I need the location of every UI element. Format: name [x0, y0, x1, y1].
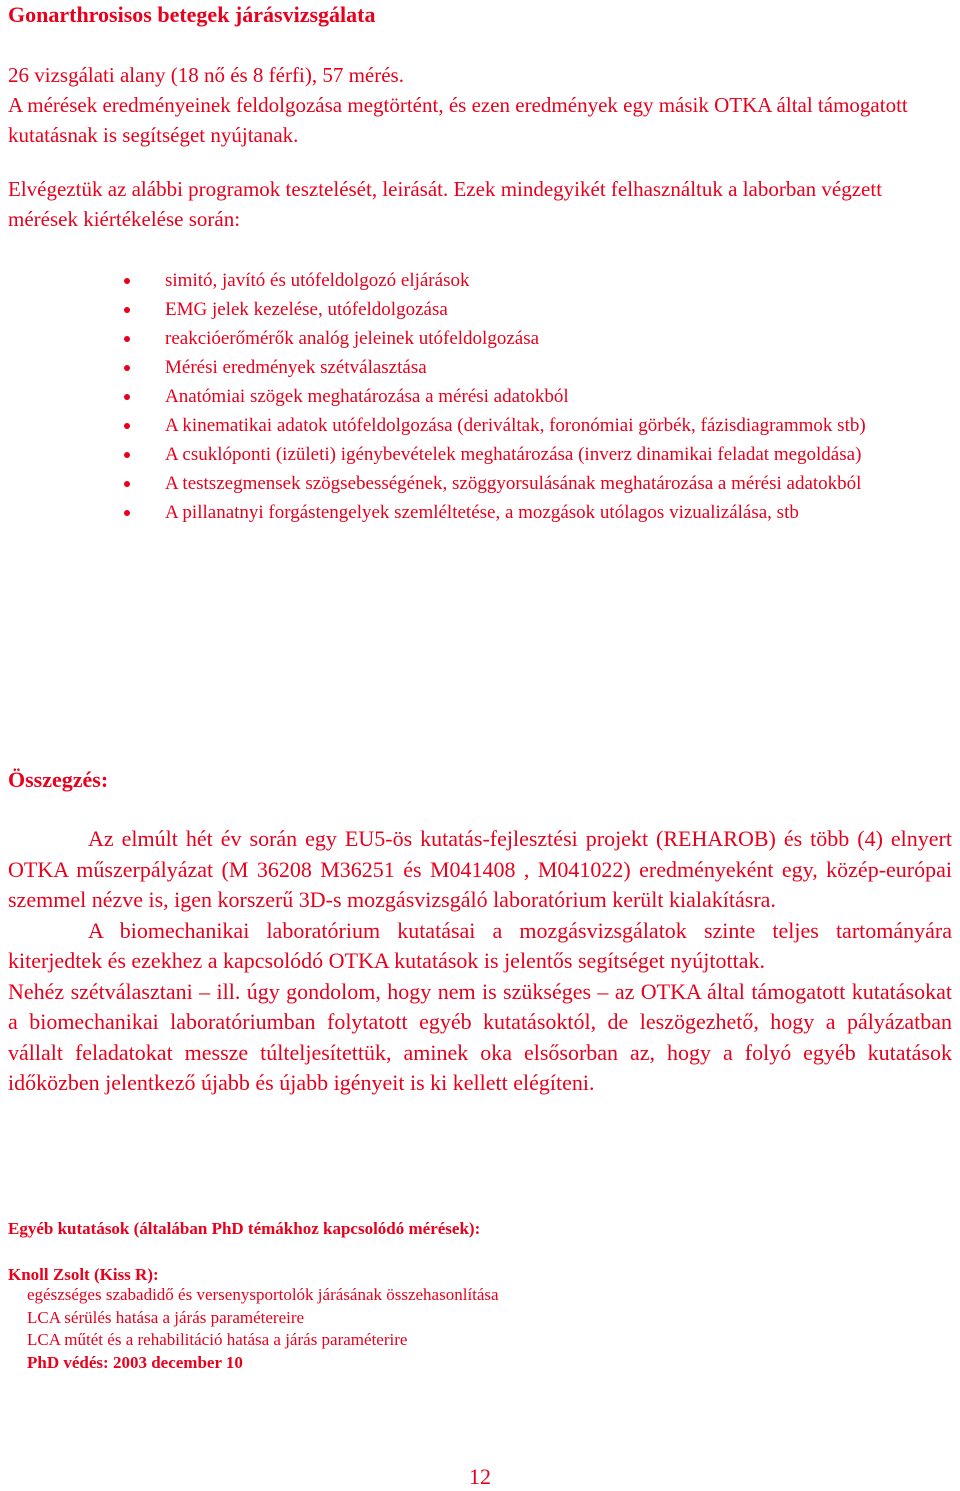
page-title: Gonarthrosisos betegek járásvizsgálata	[8, 2, 376, 27]
list-item	[0, 295, 960, 324]
programs-intro: Elvégeztük az alábbi programok tesztelését, leirását. Ezek mindegyikét felhasználtuk a laborban végzett mérések kiértékelése során:	[8, 177, 883, 231]
list-item	[0, 353, 960, 382]
list-item-text: simitó, javító és utófeldolgozó eljárások	[165, 270, 470, 291]
list-item-text: A pillanatnyi forgástengelyek szemléltetése, a mozgások utólagos vizualizálása, stb	[165, 502, 799, 523]
list-item	[0, 266, 960, 295]
list-item-text: A testszegmensek szögsebességének, szöggyorsulásának meghatározása a mérési adatokból	[165, 473, 862, 494]
bullet-icon	[124, 307, 130, 313]
bullet-icon	[124, 365, 130, 371]
list-item-text: Anatómiai szögek meghatározása a mérési adatokból	[165, 386, 569, 407]
other-research-heading: Egyéb kutatások (általában PhD témákhoz kapcsolódó mérések):	[8, 1219, 481, 1238]
bullet-icon	[124, 336, 130, 342]
list-item-text: A csuklóponti (izületi) igénybevételek meghatározása (inverz dinamikai feladat megoldása)	[165, 444, 862, 465]
programs-list	[0, 266, 960, 527]
list-item-text: EMG jelek kezelése, utófeldolgozása	[165, 299, 448, 320]
research-topics-list	[27, 1284, 499, 1352]
list-item	[0, 411, 960, 440]
list-item	[0, 469, 960, 498]
list-item	[0, 440, 960, 469]
summary-heading: Összegzés:	[8, 767, 109, 792]
list-item-text: reakcióerőmérők analóg jeleinek utófeldolgozása	[165, 328, 540, 349]
intro-section	[8, 60, 952, 234]
bullet-icon	[124, 278, 130, 284]
list-item	[0, 498, 960, 527]
summary-section	[8, 824, 952, 1099]
list-item-text: A kinematikai adatok utófeldolgozása (deriváltak, foronómiai görbék, fázisdiagrammok stb)	[165, 415, 866, 436]
paragraph-gap	[8, 150, 952, 174]
subjects-line: 26 vizsgálati alany (18 nő és 8 férfi), 57 mérés.	[8, 63, 404, 87]
researcher-name: Knoll Zsolt (Kiss R):	[8, 1265, 159, 1284]
list-item	[0, 382, 960, 411]
list-item: LCA sérülés hatása a járás paramétereire	[27, 1307, 305, 1327]
summary-paragraph-3: Nehéz szétválasztani – ill. úgy gondolom, hogy nem is szükséges – az OTKA által támogatott kutatásokat a biomechanikai laboratóriumban folytatott egyéb kutatásoktól, de leszögezhető, hogy a pályázatban vállalt feladatokat messze túlteljesítettük, aminek oka elsősorban az, hogy a folyó egyéb kutatások időközben jelentkező újabb és újabb igényeit is ki kellett elégíteni.	[8, 978, 952, 1095]
bullet-icon	[124, 452, 130, 458]
bullet-icon	[124, 394, 130, 400]
list-item: LCA műtét és a rehabilitáció hatása a járás paraméterire	[27, 1330, 408, 1349]
bullet-icon	[124, 423, 130, 429]
summary-paragraph-1: Az elmúlt hét év során egy EU5-ös kutatás-fejlesztési projekt (REHAROB) és több (4) elnyert OTKA műszerpályázat (M 36208 M36251 és M041408 , M041022) eredményeként egy, közép-európai szemmel nézve is, igen korszerű 3D-s mozgásvizsgáló laboratórium került kialakításra.	[8, 826, 952, 912]
list-item	[0, 324, 960, 353]
summary-paragraph-2: A biomechanikai laboratórium kutatásai a mozgásvizsgálatok szinte teljes tartományára kiterjedtek és ezekhez a kapcsolódó OTKA kutatások is jelentős segítséget nyújtottak.	[8, 917, 952, 973]
bullet-icon	[124, 510, 130, 516]
results-line: A mérések eredményeinek feldolgozása megtörtént, és ezen eredmények egy másik OTKA által támogatott kutatásnak is segítséget nyújtanak.	[8, 93, 908, 147]
list-item-text: Mérési eredmények szétválasztása	[165, 357, 427, 378]
list-item: egészséges szabadidő és versenysportolók járásának összehasonlítása	[27, 1285, 499, 1304]
page-number: 12	[469, 1464, 491, 1489]
bullet-icon	[124, 481, 130, 487]
phd-defense-date: PhD védés: 2003 december 10	[27, 1353, 243, 1372]
